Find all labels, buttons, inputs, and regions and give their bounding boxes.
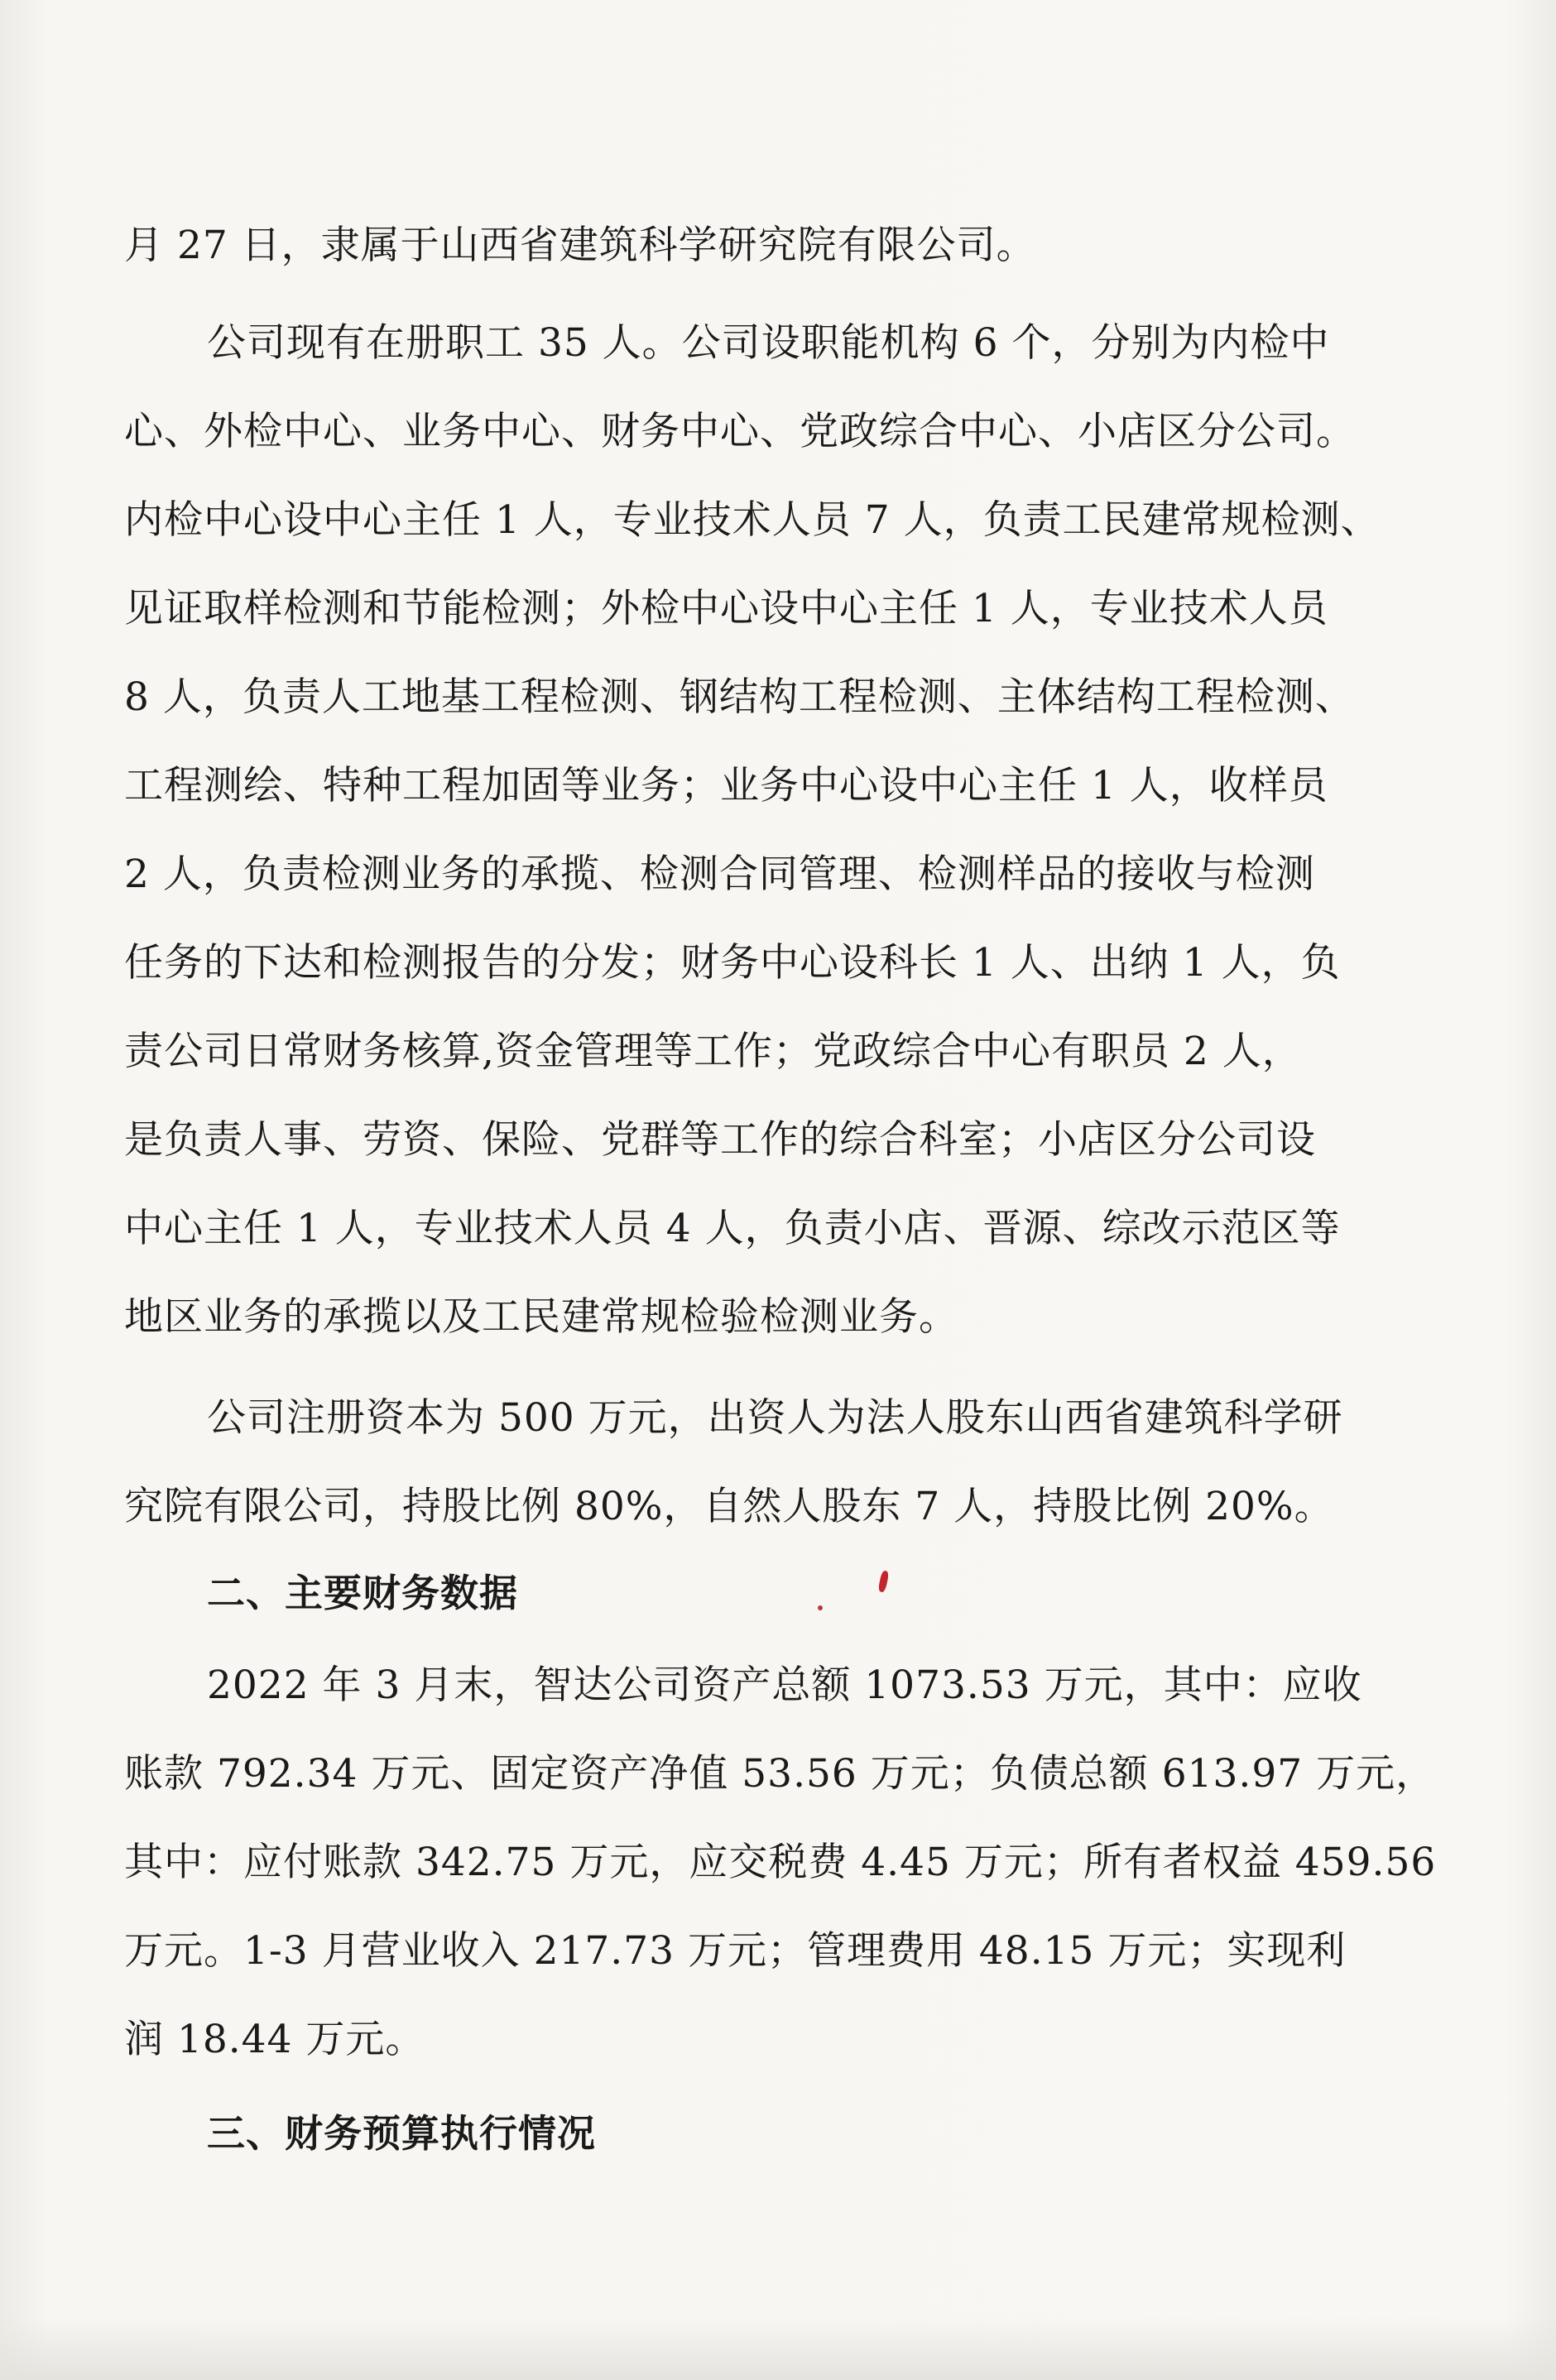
text-line: 工程测绘、特种工程加固等业务；业务中心设中心主任 1 人，收样员	[124, 763, 1328, 809]
text-line: 是负责人事、劳资、保险、党群等工作的综合科室；小店区分公司设	[124, 1117, 1316, 1163]
text-line: 万元。1-3 月营业收入 217.73 万元；管理费用 48.15 万元；实现利	[124, 1928, 1347, 1974]
text-line: 2 人，负责检测业务的承揽、检测合同管理、检测样品的接收与检测	[124, 852, 1315, 897]
text-line: 责公司日常财务核算,资金管理等工作；党政综合中心有职员 2 人，	[124, 1029, 1302, 1074]
text-line: 月 27 日，隶属于山西省建筑科学研究院有限公司。	[124, 223, 1036, 268]
text-line: 账款 792.34 万元、固定资产净值 53.56 万元；负债总额 613.97 万元，	[124, 1751, 1436, 1797]
text-line: 地区业务的承揽以及工民建常规检验检测业务。	[124, 1294, 958, 1340]
text-line: 其中：应付账款 342.75 万元，应交税费 4.45 万元；所有者权益 459.56	[124, 1840, 1437, 1885]
text-line: 内检中心设中心主任 1 人，专业技术人员 7 人，负责工民建常规检测、	[124, 497, 1381, 543]
text-line: 心、外检中心、业务中心、财务中心、党政综合中心、小店区分公司。	[124, 409, 1356, 454]
text-line: 任务的下达和检测报告的分发；财务中心设科长 1 人、出纳 1 人，负	[124, 940, 1341, 986]
ink-speck	[818, 1605, 823, 1610]
page-bottom-shadow	[0, 2317, 1556, 2380]
text-line: 润 18.44 万元。	[124, 2017, 425, 2062]
text-line: 公司现有在册职工 35 人。公司设职能机构 6 个，分别为内检中	[207, 320, 1330, 366]
section-heading: 三、财务预算执行情况	[207, 2111, 596, 2156]
text-line: 8 人，负责人工地基工程检测、钢结构工程检测、主体结构工程检测、	[124, 674, 1355, 720]
text-line: 2022 年 3 月末，智达公司资产总额 1073.53 万元，其中：应收	[207, 1663, 1362, 1708]
text-line: 究院有限公司，持股比例 80%，自然人股东 7 人，持股比例 20%。	[124, 1484, 1334, 1529]
section-heading: 二、主要财务数据	[207, 1571, 518, 1615]
text-line: 中心主任 1 人，专业技术人员 4 人，负责小店、晋源、综改示范区等	[124, 1206, 1341, 1251]
text-line: 公司注册资本为 500 万元，出资人为法人股东山西省建筑科学研	[207, 1395, 1343, 1441]
text-line: 见证取样检测和节能检测；外检中心设中心主任 1 人，专业技术人员	[124, 586, 1328, 631]
